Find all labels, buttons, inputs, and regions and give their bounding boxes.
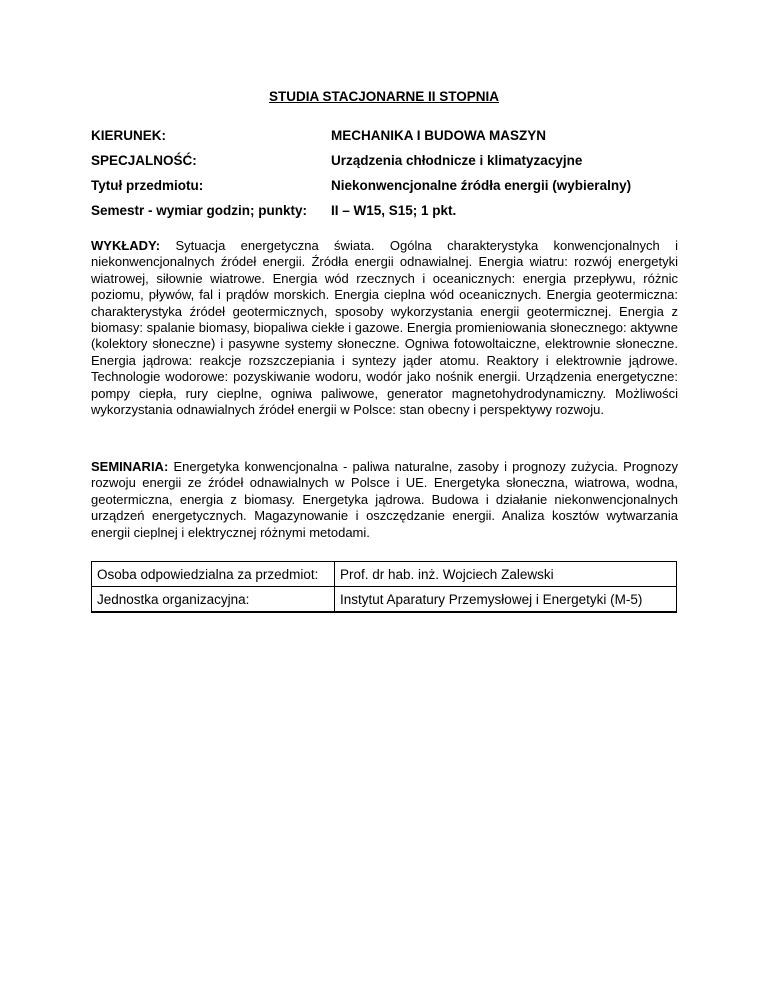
info-value: Urządzenia chłodnicze i klimatyzacyjne [331, 153, 583, 168]
info-row-kierunek [91, 128, 691, 153]
lectures-paragraph [91, 238, 678, 418]
lectures-text: Sytuacja energetyczna świata. Ogólna charakterystyka konwencjonalnych i niekonwencjonalnych źródeł energii. Źródła energii odnawialnej. Energia wiatru: rozwój energetyki wiatrowej, siłownie wiatrowe. Energia wód rzecznych i oceanicznych: energia przepływu, różnic poziomu, pływów, fal i prądów morskich. Energia cieplna wód oceanicznych. Energia geotermiczna: charakterystyka źródeł geotermicznych, sposoby wykorzystania energii geotermicznej. Energia z biomasy: spalanie biomasy, biopaliwa ciekłe i gazowe. Energia promieniowania słonecznego: aktywne (kolektory słoneczne) i pasywne systemy słoneczne. Ogniwa fotowoltaiczne, elektrownie słoneczne. Energia jądrowa: reakcje rozszczepiania i syntezy jąder atomu. Reaktory i elektrownie jądrowe. Technologie wodorowe: pozyskiwanie wodoru, wodór jako nośnik energii. Urządzenia energetyczne: pompy ciepła, rury cieplne, ogniwa paliwowe, generator magnetohydrodynamiczny. Możliwości wykorzystania odnawialnych źródeł energii w Polsce: stan obecny i perspektywy rozwoju. [91, 238, 678, 418]
table-row [92, 587, 677, 613]
info-value: II – W15, S15; 1 pkt. [331, 203, 457, 218]
lectures-heading: WYKŁADY: [91, 238, 161, 253]
organizational-unit-value: Instytut Aparatury Przemysłowej i Energetyki (M-5) [335, 587, 677, 613]
info-row-tytul [91, 178, 691, 203]
info-row-specjalnosc [91, 153, 691, 178]
info-label: Semestr - wymiar godzin; punkty: [91, 203, 308, 218]
organizational-unit-label: Jednostka organizacyjna: [92, 587, 335, 613]
info-label: KIERUNEK: [91, 128, 167, 143]
table-row [92, 562, 677, 587]
document-title: STUDIA STACJONARNE II STOPNIA [268, 89, 500, 104]
seminars-paragraph [91, 459, 678, 541]
course-info [91, 128, 691, 228]
seminars-text: Energetyka konwencjonalna - paliwa naturalne, zasoby i prognozy zużycia. Prognozy rozwoju energii ze źródeł odnawialnych w Polsce i UE. Energetyka słoneczna, wiatrowa, wodna, geotermiczna, energia z biomasy. Energetyka jądrowa. Budowa i działanie niekonwencjonalnych urządzeń energetycznych. Magazynowanie i oszczędzanie energii. Analiza kosztów wytwarzania energii cieplnej i elektrycznej różnymi metodami. [91, 459, 678, 540]
responsible-person-label: Osoba odpowiedzialna za przedmiot: [92, 562, 335, 587]
seminars-heading: SEMINARIA: [91, 459, 169, 474]
info-value: Niekonwencjonalne źródła energii (wybieralny) [331, 178, 632, 193]
responsible-person-value: Prof. dr hab. inż. Wojciech Zalewski [335, 562, 677, 587]
info-row-semestr [91, 203, 691, 228]
info-value: MECHANIKA I BUDOWA MASZYN [331, 128, 546, 143]
info-label: Tytuł przedmiotu: [91, 178, 204, 193]
responsibility-table [91, 561, 677, 613]
info-label: SPECJALNOŚĆ: [91, 153, 197, 168]
